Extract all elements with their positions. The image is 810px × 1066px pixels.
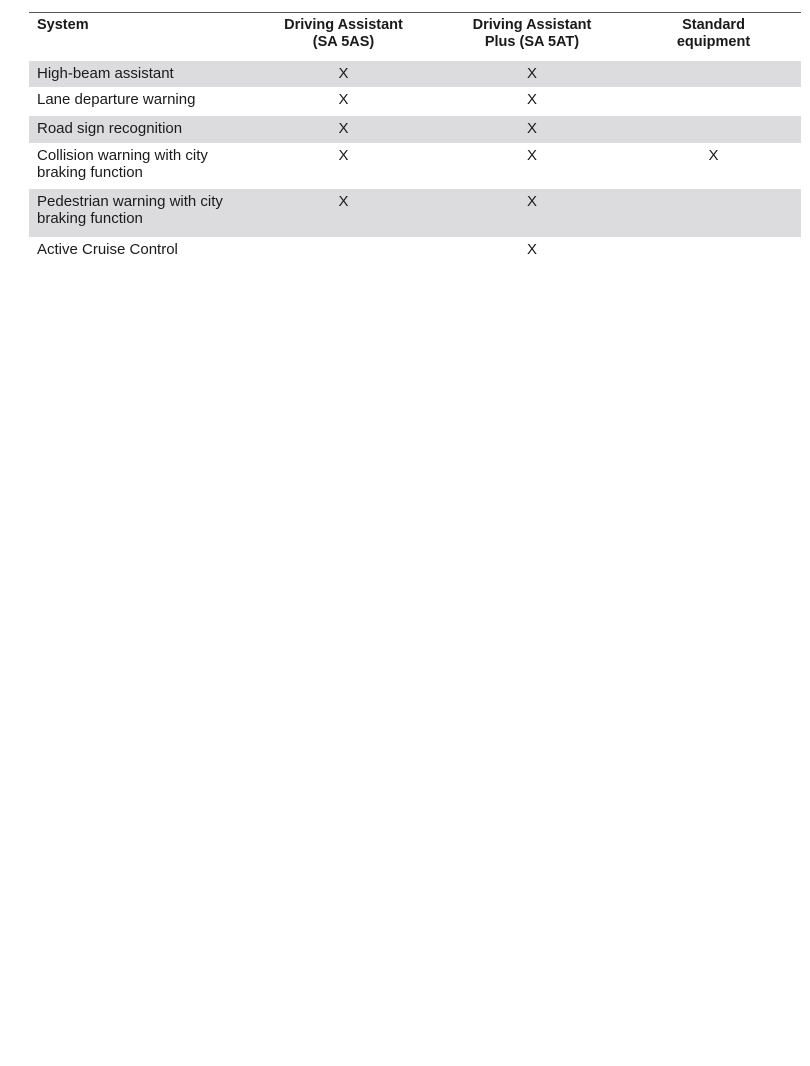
da-cell: X (338, 65, 349, 82)
system-cell: Active Cruise Control (37, 241, 178, 258)
system-cell: Collision warning with city braking function (37, 147, 208, 181)
feature-table (29, 12, 801, 265)
dap-cell: X (526, 147, 537, 164)
system-cell: Lane departure warning (37, 91, 196, 108)
da-cell: X (338, 91, 349, 108)
std-cell: X (708, 147, 719, 164)
std-cell (626, 237, 801, 265)
table-header (29, 13, 801, 61)
table-row (29, 61, 801, 87)
header-system: System (37, 17, 89, 33)
std-cell (626, 87, 801, 116)
system-cell: Pedestrian warning with city braking function (37, 193, 223, 227)
da-cell: X (338, 120, 349, 137)
table-row (29, 189, 801, 237)
header-driving-assistant: Driving Assistant (SA 5AS) (284, 17, 403, 50)
table-row (29, 237, 801, 265)
header-driving-assistant-plus: Driving Assistant Plus (SA 5AT) (472, 17, 592, 50)
dap-cell: X (526, 91, 537, 108)
da-cell: X (338, 193, 349, 210)
da-cell: X (338, 147, 349, 164)
std-cell (626, 61, 801, 87)
dap-cell: X (526, 65, 537, 82)
table-row (29, 116, 801, 143)
table-row (29, 143, 801, 189)
dap-cell: X (526, 120, 537, 137)
std-cell (626, 189, 801, 237)
header-standard-equipment: Standard equipment (676, 17, 751, 50)
da-cell (249, 237, 438, 265)
std-cell (626, 116, 801, 143)
dap-cell: X (526, 193, 537, 210)
dap-cell: X (526, 241, 537, 258)
table-row (29, 87, 801, 116)
system-cell: High-beam assistant (37, 65, 174, 82)
system-cell: Road sign recognition (37, 120, 183, 137)
